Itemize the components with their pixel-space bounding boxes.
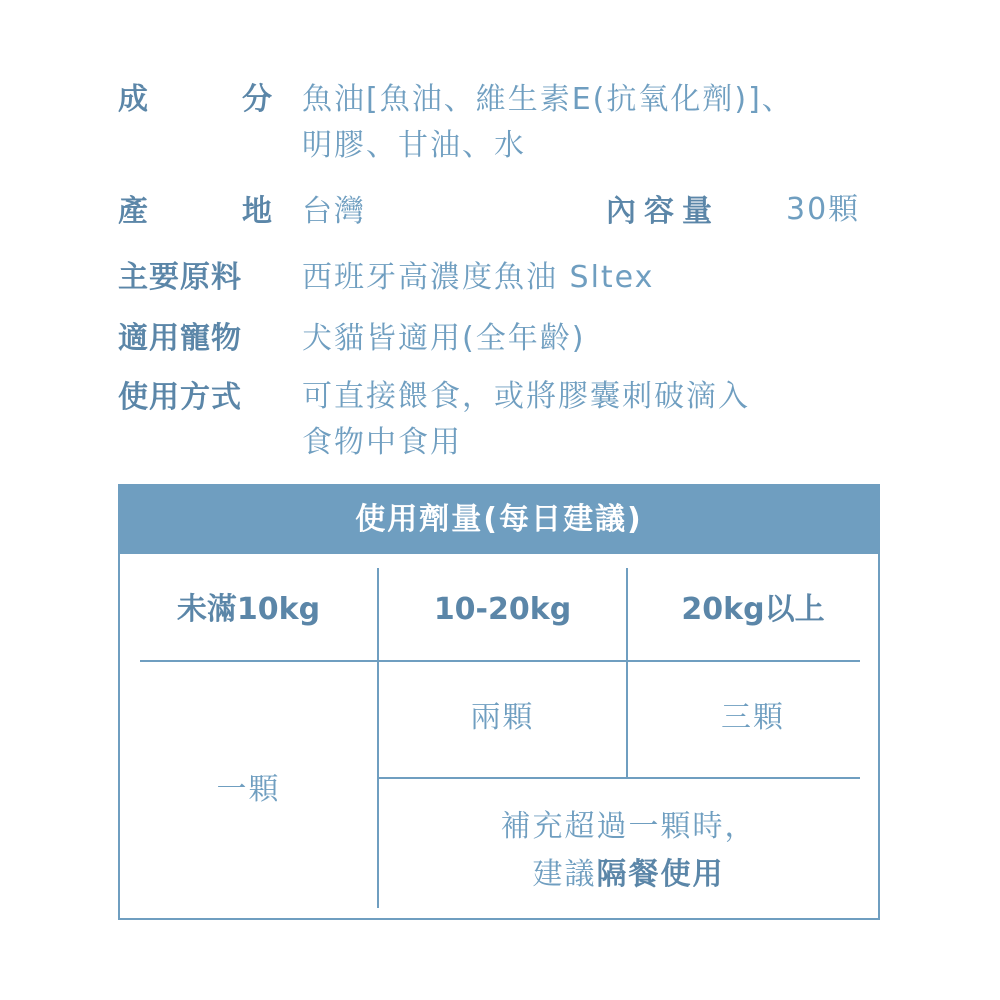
dosage-note-line-2 — [379, 851, 878, 899]
ingredients-value — [302, 77, 892, 169]
content-label: 內容量 — [606, 194, 720, 229]
ingredients-label-char-2: 分 — [242, 82, 273, 117]
main-material-label: 主要原料 — [118, 260, 242, 295]
column-header-10-20kg: 10-20kg — [433, 592, 572, 627]
pets-value: 犬貓皆適用(全年齡) — [302, 321, 586, 356]
divider-note-row — [377, 777, 860, 779]
dosage-value-over-20kg: 三顆 — [721, 700, 785, 735]
dosage-note-line-2-regular: 建議 — [532, 857, 597, 892]
usage-value — [302, 374, 892, 466]
origin-label — [118, 192, 273, 232]
usage-value-line-2: 食物中食用 — [302, 425, 462, 460]
dosage-title: 使用劑量(每日建議) — [120, 486, 878, 554]
usage-value-line-1: 可直接餵食，或將膠囊刺破滴入 — [302, 379, 750, 414]
ingredients-value-line-2: 明膠、甘油、水 — [302, 128, 526, 163]
origin-label-char-1: 產 — [118, 194, 149, 229]
origin-label-char-2: 地 — [242, 194, 273, 229]
main-material-value: 西班牙高濃度魚油 Sltex — [302, 260, 655, 295]
ingredients-value-line-1: 魚油[魚油、維生素E(抗氧化劑)]、 — [302, 82, 794, 117]
ingredients-label-char-1: 成 — [118, 82, 149, 117]
dosage-note — [379, 803, 878, 899]
dosage-value-10-20kg: 兩顆 — [470, 700, 535, 735]
dosage-note-line-1: 補充超過一顆時， — [500, 809, 757, 844]
ingredients-label — [118, 80, 273, 120]
dosage-table — [118, 484, 880, 920]
divider-header-row — [140, 660, 860, 662]
usage-label: 使用方式 — [118, 380, 242, 415]
content-value: 30顆 — [786, 192, 861, 227]
pets-label: 適用寵物 — [118, 321, 242, 356]
dosage-value-under-10kg: 一顆 — [216, 772, 281, 807]
dosage-note-line-2-bold: 隔餐使用 — [596, 857, 725, 892]
column-header-over-20kg: 20kg以上 — [681, 592, 825, 627]
origin-value: 台灣 — [302, 194, 366, 229]
column-header-under-10kg: 未滿10kg — [176, 592, 321, 627]
